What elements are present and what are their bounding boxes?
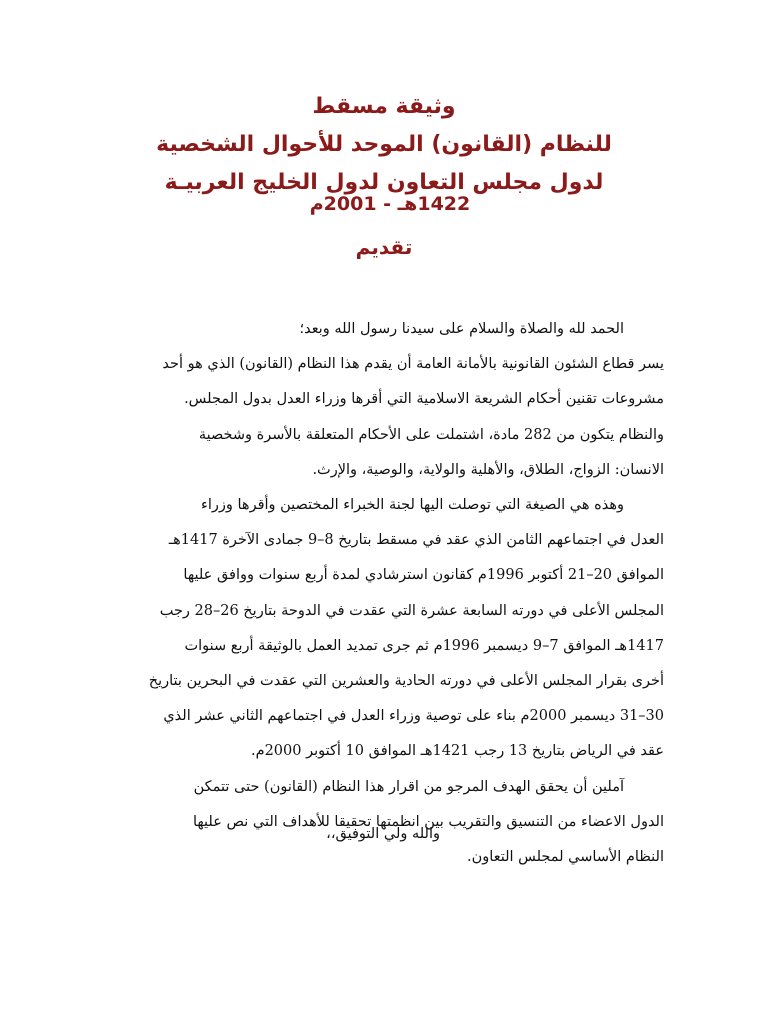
- section-title: تقديم: [355, 235, 413, 259]
- body-line: آملين أن يحقق الهدف المرجو من اقرار هذا النظام (القانون) حتى تتمكن: [193, 778, 624, 795]
- body-line: العدل في اجتماعهم الثامن الذي عقد في مسقط بتاريخ 8–9 جمادى الآخرة 1417هـ: [168, 532, 664, 549]
- body-line: النظام الأساسي لمجلس التعاون.: [467, 849, 664, 866]
- body-line: وهذه هي الصيغة التي توصلت اليها لجنة الخبراء المختصين وأقرها وزراء: [201, 497, 624, 514]
- document-year: 1422هـ - 2001م: [309, 193, 471, 215]
- body-line: 30–31 ديسمبر 2000م بناء على توصية وزراء العدل في اجتماعهم الثاني عشر الذي: [163, 708, 664, 725]
- document-body: [108, 312, 664, 875]
- body-line: الموافق 20–21 أكتوبر 1996م كقانون استرشادي لمدة أربع سنوات ووافق عليها: [183, 567, 664, 584]
- body-line: والنظام يتكون من 282 مادة، اشتملت على الأحكام المتعلقة بالأسرة وشخصية: [198, 426, 664, 443]
- body-line: أخرى بقرار المجلس الأعلى في دورته الحادية والعشرين التي عقدت في البحرين بتاريخ: [148, 673, 664, 690]
- body-line: الانسان: الزواج، الطلاق، والأهلية والولاية، والوصية، والإرث.: [312, 461, 664, 478]
- closing-line: والله ولي التوفيق،،: [326, 826, 440, 842]
- title-line-1: وثيقة مسقط: [312, 94, 456, 119]
- body-line: الحمد لله والصلاة والسلام على سيدنا رسول الله وبعد؛: [299, 321, 624, 337]
- body-line: الدول الاعضاء من التنسيق والتقريب بين انظمتها تحقيقا للأهداف التي نص عليها: [192, 813, 664, 830]
- body-line: يسر قطاع الشئون القانونية بالأمانة العامة أن يقدم هذا النظام (القانون) الذي هو أحد: [162, 356, 664, 373]
- body-line: 1417هـ الموافق 7–9 ديسمبر 1996م ثم جرى تمديد العمل بالوثيقة أربع سنوات: [184, 637, 664, 654]
- document-title: [0, 88, 768, 202]
- body-line: عقد في الرياض بتاريخ 13 رجب 1421هـ الموافق 10 أكتوبر 2000م.: [250, 743, 664, 760]
- title-line-3: لدول مجلس التعاون لدول الخليج العربيـة: [164, 170, 604, 195]
- body-line: المجلس الأعلى في دورته السابعة عشرة التي عقدت في الدوحة بتاريخ 26–28 رجب: [159, 602, 664, 619]
- body-line: مشروعات تقنين أحكام الشريعة الاسلامية التي أقرها وزراء العدل بدول المجلس.: [184, 391, 664, 408]
- title-line-2: للنظام (القانون) الموحد للأحوال الشخصية: [156, 132, 612, 157]
